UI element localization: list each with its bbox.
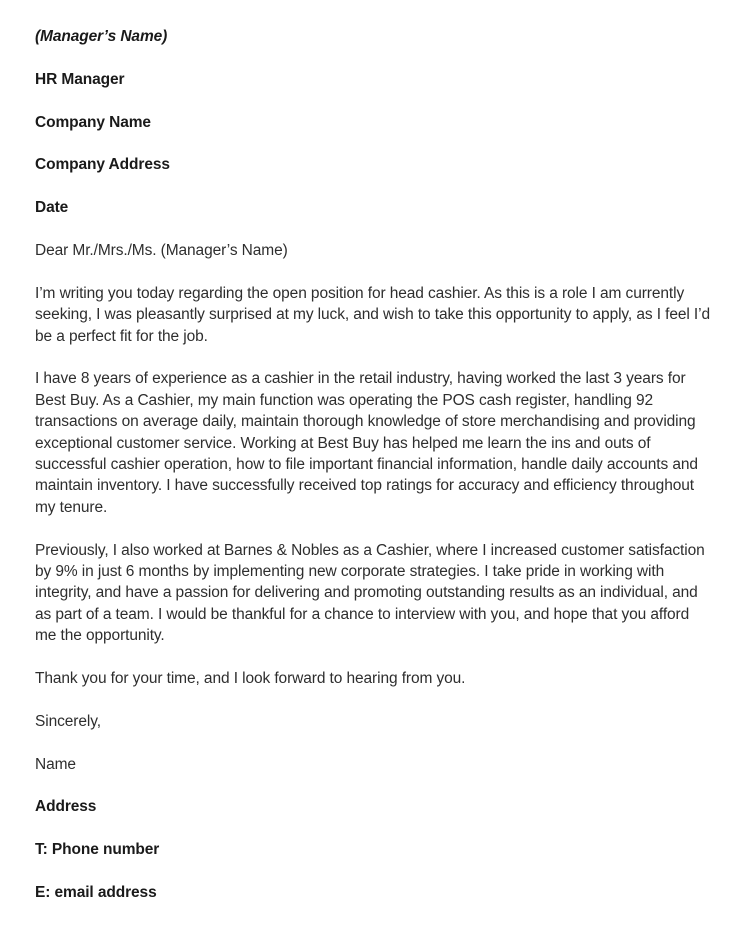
paragraph-previous-role: Previously, I also worked at Barnes & Nobles as a Cashier, where I increased customer satisfaction by 9% in just 6 months by implementing new corporate strategies. I take pride in working with integrity, and have a passion for delivering and promoting outstanding results as an individual, and as part of a team. I would be thankful for a chance to interview with you, and hope that you afford me the opportunity. [35,541,705,645]
manager-name-line: (Manager’s Name) [35,28,168,45]
signoff-line: Sincerely, [35,712,101,730]
paragraph-intro: I’m writing you today regarding the open position for head cashier. As this is a role I am currently seeking, I was pleasantly surprised at my luck, and wish to take this opportunity to apply, as I feel I’d be a perfect fit for the job. [35,284,711,345]
signature-phone-line: T: Phone number [35,841,160,859]
date-line: Date [35,199,69,217]
signature-email-line: E: email address [35,884,157,902]
paragraph-thank-you: Thank you for your time, and I look forward to hearing from you. [35,670,466,688]
hr-manager-line: HR Manager [35,70,125,88]
signature-address-line: Address [35,798,97,816]
paragraph-experience: I have 8 years of experience as a cashier in the retail industry, having worked the last 3 years for Best Buy. As a Cashier, my main function was operating the POS cash register, handling 92 transactions on average daily, maintain thorough knowledge of store merchandising and providing exceptional customer service. Working at Best Buy has helped me learn the ins and outs of successful cashier operation, how to file important financial information, handle daily accounts and maintain inventory. I have successfully received top ratings for accuracy and efficiency throughout my tenure. [35,370,698,516]
signature-name-line: Name [35,755,76,773]
company-name-line: Company Name [35,113,151,131]
salutation-line: Dear Mr./Mrs./Ms. (Manager’s Name) [35,241,288,259]
company-address-line: Company Address [35,156,170,174]
